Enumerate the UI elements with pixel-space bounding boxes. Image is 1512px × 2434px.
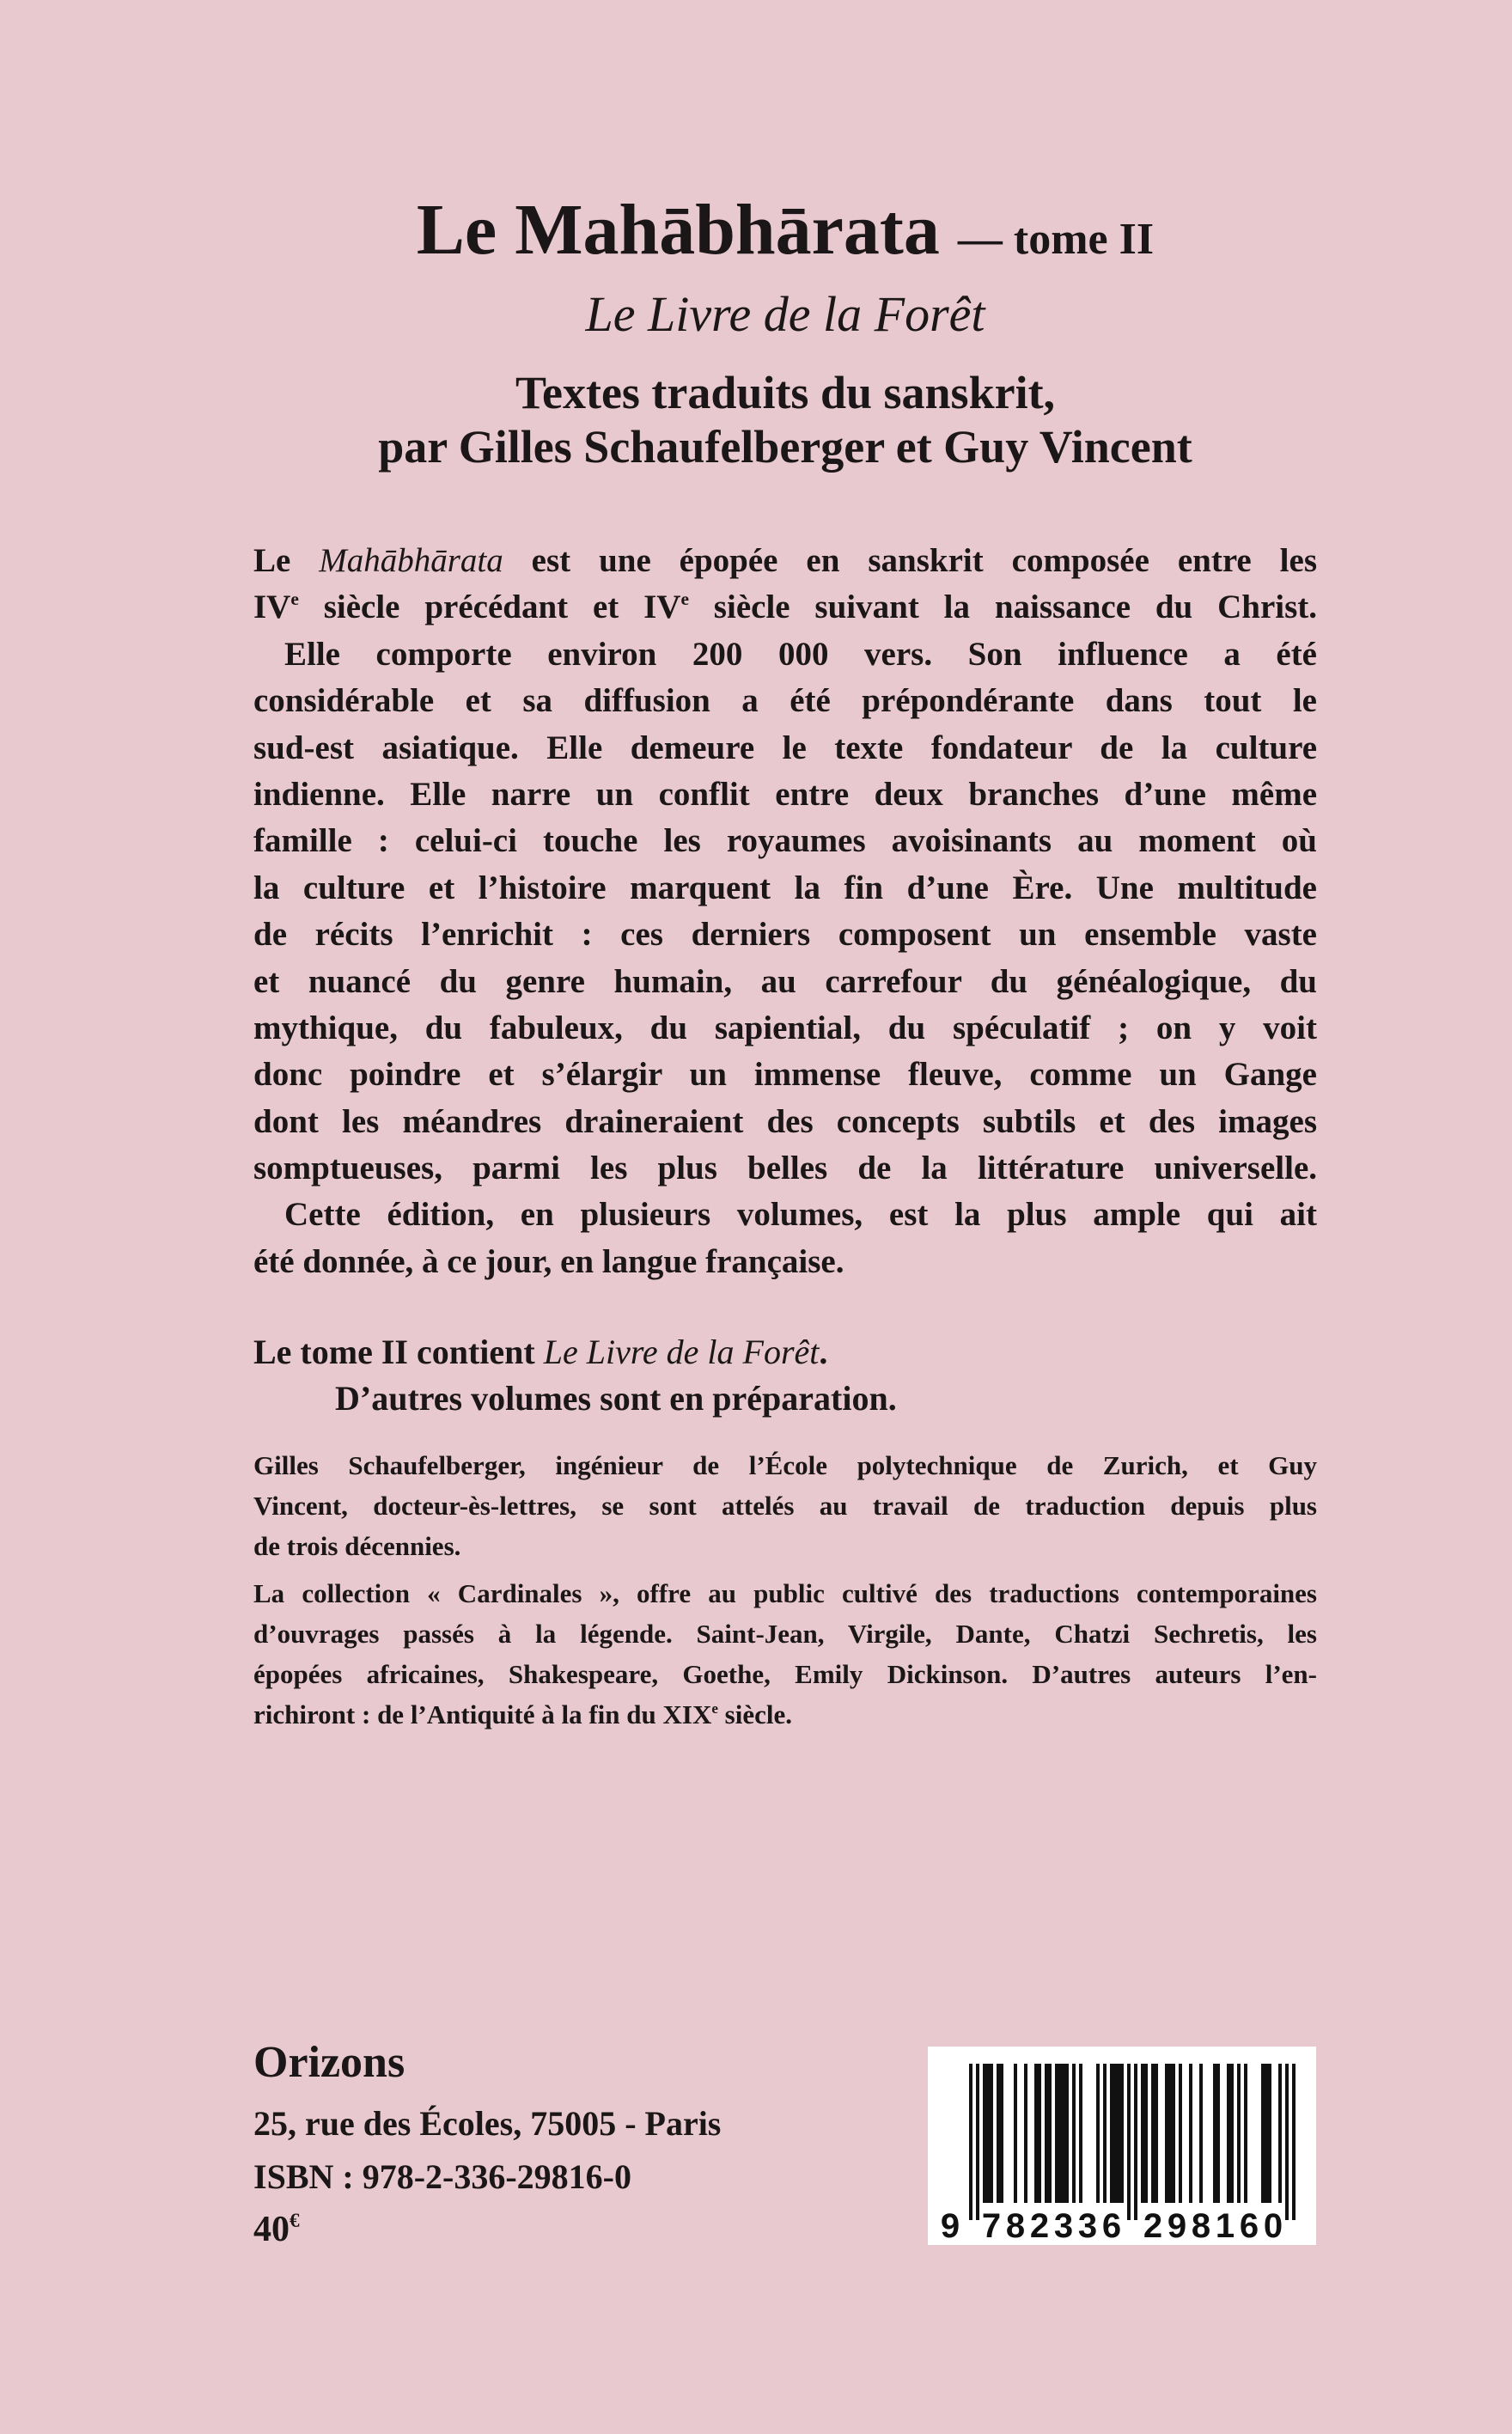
barcode-bar	[1127, 2064, 1131, 2220]
barcode-digit: 6	[1101, 2207, 1122, 2245]
barcode-bar	[1172, 2064, 1175, 2203]
barcode-bar	[1014, 2064, 1017, 2203]
barcode-bar	[1268, 2064, 1271, 2203]
tome-note-more: D’autres volumes sont en préparation.	[335, 1379, 897, 1418]
barcode-bar	[1189, 2064, 1192, 2203]
barcode-bar	[1134, 2064, 1137, 2220]
barcode-digit: 3	[1077, 2207, 1098, 2245]
translation-line-1: Textes traduits du sanskrit,	[515, 367, 1056, 418]
barcode-bar	[1055, 2064, 1058, 2203]
collection-line: La collection « Cardinales », offre au public cultivé des traductions contemporaines	[253, 1578, 1317, 1608]
collection-note	[253, 1573, 1317, 1735]
barcode-bar	[1072, 2064, 1076, 2203]
title-tome: — tome II	[957, 215, 1155, 264]
book-title	[253, 187, 1317, 283]
blurb-line: mythique, du fabuleux, du sapiential, du spéculatif ; on y voit	[253, 1009, 1317, 1046]
barcode-bar	[1213, 2064, 1216, 2203]
barcode-bar	[997, 2064, 1000, 2203]
blurb-line: donc poindre et s’élargir un immense fleuve, comme un Gange	[253, 1056, 1317, 1094]
barcode-bar	[1168, 2064, 1172, 2203]
publisher-address: 25, rue des Écoles, 75005 - Paris	[253, 2104, 722, 2143]
barcode-bar	[1230, 2064, 1234, 2203]
translation-line-2: par Gilles Schaufelberger et Guy Vincent	[378, 421, 1192, 473]
isbn: ISBN : 978-2-336-29816-0	[253, 2157, 631, 2196]
barcode-bar	[1165, 2064, 1168, 2203]
barcode-bar	[969, 2064, 972, 2220]
blurb-line: Le Mahābhārata est une épopée en sanskrit composée entre les	[253, 542, 1317, 579]
barcode-digit: 1	[1215, 2207, 1235, 2245]
blurb-line: famille : celui-ci touche les royaumes avoisinants au moment où	[253, 822, 1317, 860]
barcode-bar	[1199, 2064, 1203, 2203]
barcode-digit: 7	[981, 2207, 1002, 2245]
collection-line: richiront : de l’Antiquité à la fin du XIXe siècle.	[253, 1699, 792, 1729]
barcode-bar	[1024, 2064, 1027, 2203]
barcode-bar	[986, 2064, 990, 2203]
barcode-bar	[1285, 2064, 1289, 2220]
barcode-bar	[1141, 2064, 1144, 2203]
blurb-line: de récits l’enrichit : ces derniers composent un ensemble vaste	[253, 916, 1317, 954]
blurb	[253, 538, 1317, 1285]
barcode-bar	[1096, 2064, 1100, 2203]
barcode-bar	[1244, 2064, 1247, 2203]
barcode-bar	[1261, 2064, 1265, 2203]
barcode-bar	[1038, 2064, 1041, 2203]
barcode-digit: 2	[1029, 2207, 1050, 2245]
collection-line: d’ouvrages passés à la légende. Saint-Jean, Virgile, Dante, Chatzi Sechretis, les	[253, 1619, 1317, 1649]
translators-line: de trois décennies.	[253, 1531, 461, 1561]
barcode-bar	[1227, 2064, 1230, 2203]
barcode-bar	[1034, 2064, 1038, 2203]
barcode-bar	[1058, 2064, 1062, 2203]
blurb-line: Cette édition, en plusieurs volumes, est la plus ample qui ait	[284, 1196, 1317, 1234]
barcode-digit: 8	[1005, 2207, 1026, 2245]
translators-line: Vincent, docteur-ès-lettres, se sont attelés au travail de traduction depuis plus	[253, 1491, 1317, 1521]
price: 40€	[253, 2208, 300, 2249]
blurb-line: IVe siècle précédant et IVe siècle suivant la naissance du Christ.	[253, 589, 1317, 626]
barcode-bar	[976, 2064, 979, 2220]
blurb-line: dont les méandres draineraient des concepts subtils et des images	[253, 1102, 1317, 1140]
blurb-line: été donnée, à ce jour, en langue française.	[253, 1242, 844, 1280]
barcode-bar	[1278, 2064, 1282, 2203]
barcode-digit: 8	[1191, 2207, 1211, 2245]
barcode	[928, 2047, 1316, 2245]
blurb-line: Elle comporte environ 200 000 vers. Son influence a été	[284, 635, 1317, 673]
barcode-bar	[1216, 2064, 1220, 2203]
blurb-line: indienne. Elle narre un conflit entre deux branches d’une même	[253, 775, 1317, 813]
blurb-line: la culture et l’histoire marquent la fin d’une Ère. Une multitude	[253, 869, 1317, 906]
barcode-bar	[1103, 2064, 1107, 2203]
blurb-line: et nuancé du genre humain, au carrefour du généalogique, du	[253, 962, 1317, 1000]
book-subtitle: Le Livre de la Forêt	[585, 286, 985, 342]
barcode-bar	[1048, 2064, 1052, 2203]
barcode-bar	[1151, 2064, 1155, 2203]
barcode-bar	[1144, 2064, 1148, 2203]
barcode-bar	[1265, 2064, 1268, 2203]
barcode-bar	[1237, 2064, 1241, 2203]
barcode-bar	[1292, 2064, 1296, 2220]
barcode-bar	[1110, 2064, 1113, 2203]
barcode-bar	[1065, 2064, 1069, 2203]
tome-note: Le tome II contient Le Livre de la Forêt.	[253, 1333, 828, 1371]
barcode-digit: 2	[1143, 2207, 1163, 2245]
publisher-name: Orizons	[253, 2038, 405, 2087]
collection-line: épopées africaines, Shakespeare, Goethe, Emily Dickinson. D’autres auteurs l’en-	[253, 1659, 1317, 1689]
barcode-bar	[1113, 2064, 1117, 2203]
barcode-digit: 6	[1239, 2207, 1259, 2245]
barcode-bar	[983, 2064, 986, 2203]
barcode-bar	[1079, 2064, 1082, 2203]
barcode-bar	[990, 2064, 993, 2203]
barcode-digit: 9	[940, 2207, 960, 2245]
translators-note	[253, 1445, 1317, 1566]
barcode-bar	[1045, 2064, 1048, 2203]
barcode-digit: 3	[1053, 2207, 1074, 2245]
blurb-line: considérable et sa diffusion a été prépondérante dans tout le	[253, 682, 1317, 720]
barcode-bar	[1062, 2064, 1065, 2203]
barcode-bar	[1117, 2064, 1120, 2203]
translators-line: Gilles Schaufelberger, ingénieur de l’École polytechnique de Zurich, et Guy	[253, 1450, 1317, 1480]
barcode-bar	[1155, 2064, 1158, 2203]
barcode-digit: 9	[1167, 2207, 1187, 2245]
blurb-line: somptueuses, parmi les plus belles de la littérature universelle.	[253, 1150, 1317, 1187]
barcode-graphic	[928, 2047, 1316, 2245]
barcode-bar	[1179, 2064, 1182, 2203]
title-main: Le Mahābhārata	[416, 190, 940, 270]
barcode-bar	[1000, 2064, 1003, 2203]
barcode-bar	[1120, 2064, 1124, 2203]
blurb-line: sud-est asiatique. Elle demeure le texte fondateur de la culture	[253, 729, 1317, 766]
barcode-digit: 0	[1263, 2207, 1283, 2245]
